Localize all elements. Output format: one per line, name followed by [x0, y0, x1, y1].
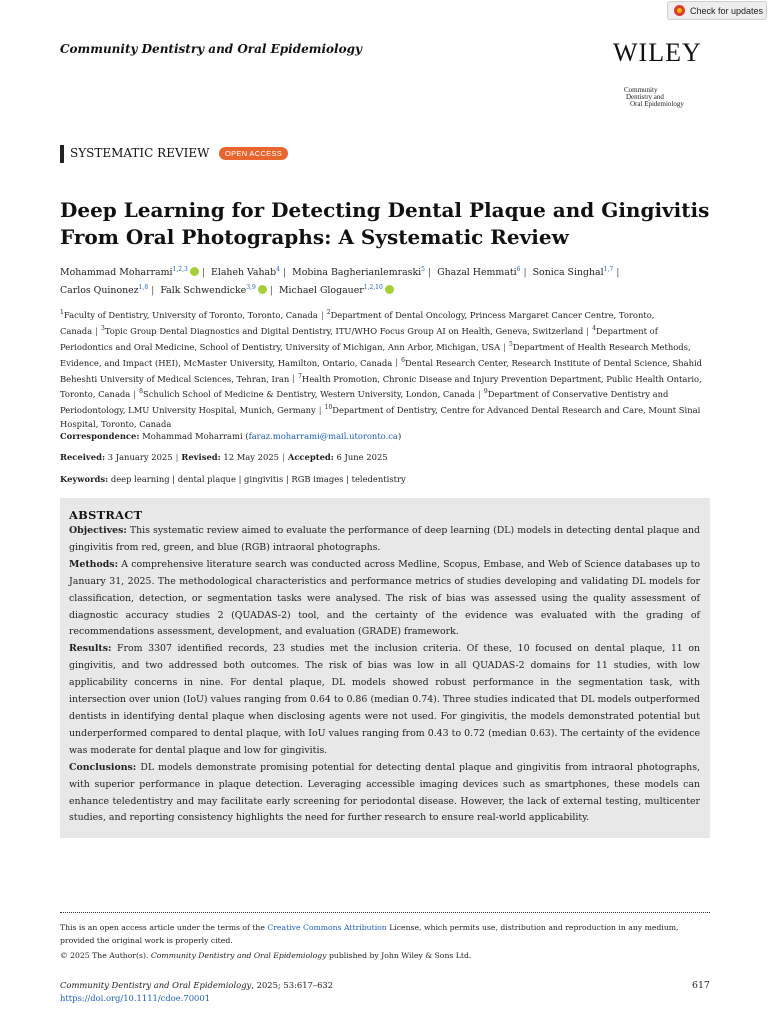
page-number: 617 — [692, 980, 710, 991]
title-line-1: Deep Learning for Detecting Dental Plaque and Gingivitis — [60, 198, 710, 222]
abstract-conclusions: Conclusions: DL models demonstrate promising potential for detecting dental plaque and gingivitis from intraoral photographs, with superior performance in plaque detection. Leveraging accessible imaging devices such as smartphones, these models can enhance teledentistry and may facilitate early screening for periodontal disease. However, the lack of external testing, multicenter studies, and reporting consistency highlights the need for further research to ensure real-world applicability. — [69, 761, 701, 824]
author[interactable]: Mohammad Moharrami$^{1,2,3}$ — [60, 267, 199, 278]
journal-logo-line-3: Oral Epidemiology — [630, 100, 684, 108]
author[interactable]: Carlos Quinonez$^{1,8}$ — [60, 284, 149, 297]
affiliations: $^1$Faculty of Dentistry, University of Toronto, Toronto, Canada | $^2$Department of Dental Oncology, Princess Margaret Cancer Centre, Toronto, Canada | $^3$Topic Group Dental Diagnostics and Digital Dentistry, ITU/WHO Focus Group AI on Health, Geneva, Switzerland | $^4$Department of Periodontics and Oral Medicine, School of Dentistry, University of Michigan, Ann Arbor, Michigan, USA | $^5$Department of Health Research Methods, Evidence, and Impact (HEI), McMaster University, Hamilton, Ontario, Canada | $^6$Dental Research Center, Research Institute of Dental Science, Shahid Beheshti University of Medical Sciences, Tehran, Iran | $^7$Health Promotion, Chronic Disease and Injury Prevention Department, Public Health Ontario, Toronto, Canada | $^8$Schulich School of Medicine & Dentistry, Western University, London, Canada | $^9$Department of Conservative Dentistry and Periodontology, LMU University Hospital, Munich, Germany | $^{10}$Department of Dentistry, Centre for Advanced Dental Research and Care, Mount Sinai Hospital, Toronto, Canada — [60, 309, 703, 430]
author-list: Mohammad Moharrami$^{1,2,3}$ | Elaheh Vahab$^4$ | Mobina Bagherianlemraski$^5$ | Ghazal Hemmati$^6$ | Sonica Singhal$^{1,7}$ | Carlos Quinonez$^{1,8}$ | Falk Schwendicke$^{3,9}$ | Michael Glogauer$^{1,2,10}$ — [60, 266, 620, 297]
affiliation: Department of Dental Oncology, Princess Margaret Cancer Centre, Toronto, Canada — [60, 309, 655, 336]
affiliation: Schulich School of Medicine & Dentistry, Western University, London, Canada — [142, 389, 476, 400]
creative-commons-link[interactable]: Creative Commons Attribution — [267, 923, 387, 932]
affiliation: Health Promotion, Chronic Disease and Injury Prevention Department, Public Health Ontario, Toronto, Canada — [60, 373, 702, 400]
title-line-2: From Oral Photographs: A Systematic Review — [60, 225, 569, 249]
article-type-bar — [60, 145, 64, 163]
article-dates: Received: 3 January 2025 | Revised: 12 May 2025 | Accepted: 6 June 2025 — [60, 452, 388, 462]
footer-citation: Community Dentistry and Oral Epidemiology, 2025; 53:617–632 — [60, 980, 334, 990]
copyright-note: © 2025 The Author(s). Community Dentistry and Oral Epidemiology published by John Wiley & Sons Ltd. — [60, 951, 472, 960]
correspondence: Correspondence: Mohammad Moharrami (faraz.moharrami@mail.utoronto.ca) — [60, 431, 402, 441]
check-for-updates-button[interactable] — [667, 1, 767, 20]
footer-divider — [60, 912, 710, 913]
email-link[interactable]: faraz.moharrami@mail.utoronto.ca — [248, 431, 398, 441]
affiliation: Department of Periodontics and Oral Medicine, School of Dentistry, University of Michigan, Ann Arbor, Michigan, USA — [60, 325, 658, 352]
journal-name-header: Community Dentistry and Oral Epidemiology — [60, 42, 362, 56]
abstract-methods: Methods: A comprehensive literature search was conducted across Medline, Scopus, Embase, and Web of Science databases up to January 31, 2025. The methodological characteristics and performance metrics of studies developing and validating DL models for classification, detection, or segmentation tasks were analysed. The risk of bias was assessed using the quality assessment of diagnostic accuracy studies 2 (QUADAS-2) tool, and the certainty of the evidence was evaluated with the grading of recommendations assessment, development, and evaluation (GRADE) framework. — [69, 558, 700, 638]
affiliation: Faculty of Dentistry, University of Toronto, Toronto, Canada — [63, 309, 318, 320]
affiliation: Department of Health Research Methods, Evidence, and Impact (HEI), McMaster University, Hamilton, Ontario, Canada — [60, 341, 691, 368]
publisher-logo: WILEY — [613, 38, 702, 67]
check-for-updates-label: Check for updates — [690, 5, 764, 16]
journal-logo-line-2: Dentistry and — [626, 93, 664, 101]
open-access-badge: OPEN ACCESS — [219, 147, 288, 160]
license-note: This is an open access article under the terms of the Creative Commons Attribution License, which permits use, distribution and reproduction in any medium, provided the original work is properly cited. — [60, 923, 679, 945]
affiliation: Dental Research Center, Research Institute of Dental Science, Shahid Beheshti University of Medical Sciences, Tehran, Iran — [60, 357, 703, 384]
affiliation: Department of Conservative Dentistry and Periodontology, LMU University Hospital, Munich, Germany — [60, 389, 669, 416]
crossmark-icon — [674, 5, 685, 16]
orcid-icon[interactable] — [258, 285, 267, 294]
author[interactable]: Falk Schwendicke$^{3,9}$ — [160, 285, 266, 296]
abstract-heading: ABSTRACT — [69, 508, 143, 522]
abstract-box — [60, 498, 710, 838]
author[interactable]: Ghazal Hemmati$^6$ — [437, 266, 521, 279]
journal-logo-line-1: Community — [624, 86, 658, 94]
article-title — [60, 197, 740, 251]
abstract-objectives: Objectives: This systematic review aimed to evaluate the performance of deep learning (DL) models in detecting dental plaque and gingivitis from red, green, and blue (RGB) intraoral photographs. — [69, 525, 700, 553]
affiliation: Topic Group Dental Diagnostics and Digital Dentistry, ITU/WHO Focus Group AI on Health, Geneva, Switzerland — [104, 325, 584, 336]
author[interactable]: Sonica Singhal$^{1,7}$ — [532, 266, 614, 279]
doi-link[interactable]: https://doi.org/10.1111/cdoe.70001 — [60, 993, 211, 1003]
article-type: SYSTEMATIC REVIEW — [70, 146, 210, 160]
journal-logo — [624, 87, 684, 108]
author[interactable]: Michael Glogauer$^{1,2,10}$ — [279, 285, 394, 296]
keywords: Keywords: deep learning | dental plaque | gingivitis | RGB images | teledentistry — [60, 474, 406, 484]
author[interactable]: Elaheh Vahab$^4$ — [210, 266, 280, 279]
author[interactable]: Mobina Bagherianlemraski$^5$ — [292, 266, 425, 279]
affiliation: Department of Dentistry, Centre for Advanced Dental Research and Care, Mount Sinai Hospital, Toronto, Canada — [60, 405, 701, 430]
orcid-icon[interactable] — [385, 285, 394, 294]
orcid-icon[interactable] — [190, 267, 199, 276]
abstract-results: Results: From 3307 identified records, 23 studies met the inclusion criteria. Of these, 10 focused on dental plaque, 11 on gingivitis, and two addressed both outcomes. The risk of bias was low in all QUADAS-2 domains for 11 studies, with low applicability concerns in nine. For dental plaque, DL models showed robust performance in the segmentation task, with intersection over union (IoU) values ranging from 0.64 to 0.86 (median 0.74). Three studies indicated that DL models outperformed dentists in identifying dental plaque when disclosing agents were not used. For gingivitis, the models demonstrated potential but underperformed compared to dental plaque, with IoU values ranging from 0.43 to 0.72 (median 0.63). The certainty of the evidence was moderate for dental plaque and low for gingivitis. — [69, 643, 700, 756]
